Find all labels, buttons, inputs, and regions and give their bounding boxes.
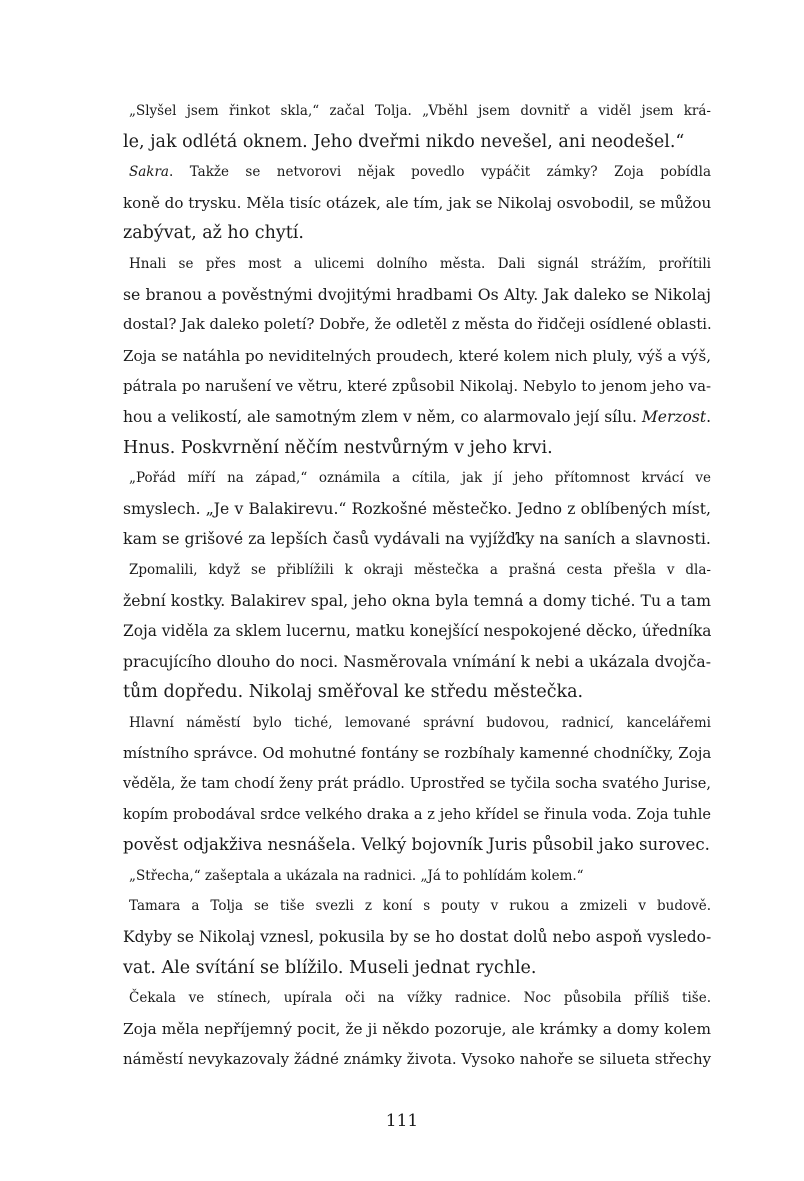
- text-line: věděla, že tam chodí ženy prát prádlo. Uprostřed se tyčila socha svatého Jurise,: [123, 776, 711, 793]
- text-line: žební kostky. Balakirev spal, jeho okna byla temná a domy tiché. Tu a tam: [123, 590, 711, 610]
- paragraph: [123, 983, 711, 1075]
- text-line: Hnali se přes most a ulicemi dolního města. Dali signál strážím, prořítili: [129, 255, 711, 272]
- paragraph: [123, 708, 711, 861]
- text-line: náměstí nevykazovaly žádné známky života. Vysoko nahoře se silueta střechy: [123, 1050, 712, 1069]
- text-line: „Střecha,“ zašeptala a ukázala na radnici. „Já to pohlídám kolem.“: [129, 867, 584, 884]
- text-line: Zpomalili, když se přiblížili k okraji městečka a prašná cesta přešla v dla-: [129, 561, 711, 578]
- text-line: „Slyšel jsem řinkot skla,“ začal Tolja. „Vběhl jsem dovnitř a viděl jsem krá-: [129, 103, 711, 119]
- text-line: místního správce. Od mohutné fontány se rozbíhaly kamenné chodníčky, Zoja: [123, 744, 712, 763]
- text-line: Zoja viděla za sklem lucernu, matku konejšící nespokojené děcko, úředníka: [123, 622, 712, 641]
- text-line: pátrala po narušení ve větru, které způsobil Nikolaj. Nebylo to jenom jeho va-: [123, 377, 711, 396]
- text-line: Tamara a Tolja se tiše svezli z koní s pouty v rukou a zmizeli v budově.: [129, 898, 711, 915]
- text-line: Zoja se natáhla po neviditelných proudech, které kolem nich pluly, výš a výš,: [123, 346, 711, 365]
- paragraph: [123, 249, 711, 463]
- text-line: smyslech. „Je v Balakirevu.“ Rozkošné městečko. Jedno z oblíbených míst,: [123, 499, 711, 518]
- page-number: 111: [385, 1111, 419, 1131]
- text-line: „Pořád míří na západ,“ oznámila a cítila, jak jí jeho přítomnost krvácí ve: [129, 470, 711, 487]
- text-line: Kdyby se Nikolaj vznesl, pokusila by se ho dostat dolů nebo aspoň vysledo-: [123, 928, 712, 947]
- text-line: Hlavní náměstí bylo tiché, lemované správní budovou, radnicí, kancelářemi: [129, 714, 711, 731]
- text-line: zabývat, až ho chytí.: [123, 223, 304, 244]
- text-line: vat. Ale svítání se blížilo. Museli jednat rychle.: [123, 957, 537, 978]
- paragraph: [123, 861, 711, 892]
- text-line: Zoja měla nepříjemný pocit, že ji někdo pozoruje, ale krámky a domy kolem: [123, 1019, 711, 1038]
- text-line: se branou a pověstnými dvojitými hradbami Os Alty. Jak daleko se Nikolaj: [123, 284, 711, 304]
- text-line: tům dopředu. Nikolaj směřoval ke středu městečka.: [123, 682, 584, 703]
- text-line: Hnus. Poskvrnění něčím nestvůrným v jeho krvi.: [123, 437, 553, 458]
- text-line: kopím probodával srdce velkého draka a z jeho křídel se řinula voda. Zoja tuhle: [123, 806, 711, 823]
- text-line: hou a velikostí, ale samotným zlem v něm, co alarmovalo její sílu. Merzost.: [123, 407, 711, 426]
- text-line: koně do trysku. Měla tisíc otázek, ale tím, jak se Nikolaj osvobodil, se můžou: [123, 193, 712, 212]
- paragraph: [123, 157, 711, 249]
- text-line: pověst odjakživa nesnášela. Velký bojovník Juris působil jako surovec.: [123, 835, 710, 855]
- text-line: le, jak odlétá oknem. Jeho dveřmi nikdo nevešel, ani neodešel.“: [123, 131, 685, 152]
- paragraph: [123, 891, 711, 983]
- paragraph: [123, 96, 711, 157]
- text-line: Čekala ve stínech, upírala oči na vížky radnice. Noc působila příliš tiše.: [129, 990, 711, 1007]
- text-line: dostal? Jak daleko poletí? Dobře, že odletěl z města do řidčeji osídlené oblasti.: [123, 316, 712, 334]
- paragraph: [123, 555, 711, 708]
- paragraph: [123, 463, 711, 555]
- text-line: Sakra. Takže se netvorovi nějak povedlo vypáčit zámky? Zoja pobídla: [129, 164, 711, 181]
- text-line: pracujícího dlouho do noci. Nasměrovala vnímání k nebi a ukázala dvojča-: [123, 652, 711, 671]
- body-text: [123, 96, 711, 1075]
- text-line: kam se grišové za lepších časů vydávali na vyjížďky na saních a slavnosti.: [123, 529, 711, 549]
